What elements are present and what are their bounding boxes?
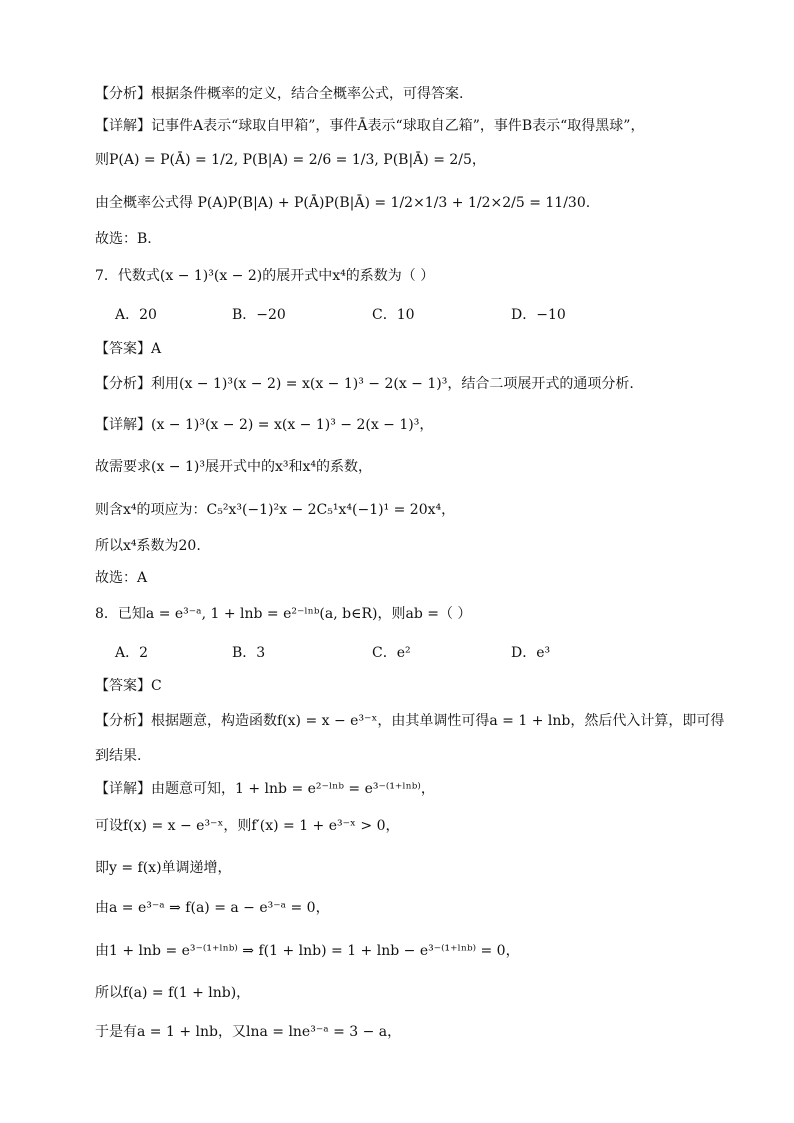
l2: 则P(A) = P(Ā) = 1/2, P(B|A) = 2/6 = 1/3, P(B|Ā) = 2/5， xyxy=(95,152,486,168)
q7-option-d: D．−10 xyxy=(511,307,566,323)
l13: 8．已知a = e³⁻ᵃ, 1 + lnb = e²⁻ˡⁿᵇ(a, b∈R)，则ab =（ ） xyxy=(95,606,472,622)
l6: 【答案】A xyxy=(95,341,162,357)
q7-option-a: A．20 xyxy=(115,307,157,323)
q7-option-b: B．−20 xyxy=(232,307,286,323)
q8-option-a: A．2 xyxy=(115,645,149,661)
l8: 【详解】(x − 1)³(x − 2) = x(x − 1)³ − 2(x − 1)³， xyxy=(95,417,434,433)
q7-option-c: C．10 xyxy=(372,307,415,323)
l20: 由a = e³⁻ᵃ ⇒ f(a) = a − e³⁻ᵃ = 0， xyxy=(95,900,330,916)
l4: 故选：B. xyxy=(95,231,152,247)
l22: 所以f(a) = f(1 + lnb)， xyxy=(95,985,251,1001)
l16: 到结果. xyxy=(95,748,142,764)
l21: 由1 + lnb = e³⁻⁽¹⁺ˡⁿᵇ⁾ ⇒ f(1 + lnb) = 1 + lnb − e³⁻⁽¹⁺ˡⁿᵇ⁾ = 0， xyxy=(95,943,520,959)
l11: 所以x⁴系数为20. xyxy=(95,538,201,554)
l19: 即y = f(x)单调递增， xyxy=(95,860,232,876)
l5: 7．代数式(x − 1)³(x − 2)的展开式中x⁴的系数为（ ） xyxy=(95,268,435,284)
l1: 【详解】记事件A表示“球取自甲箱”，事件Ā表示“球取自乙箱”，事件B表示“取得黑球”， xyxy=(95,118,645,134)
l10: 则含x⁴的项应为：C₅²x³(−1)²x − 2C₅¹x⁴(−1)¹ = 20x⁴， xyxy=(95,502,456,518)
q8-option-b: B．3 xyxy=(232,645,266,661)
l3: 由全概率公式得 P(A)P(B|A) + P(Ā)P(B|Ā) = 1/2×1/3 + 1/2×2/5 = 11/30. xyxy=(95,195,591,211)
q8-option-c: C．e² xyxy=(372,645,411,661)
l17: 【详解】由题意可知，1 + lnb = e²⁻ˡⁿᵇ = e³⁻⁽¹⁺ˡⁿᵇ⁾， xyxy=(95,781,435,797)
l0: 【分析】根据条件概率的定义，结合全概率公式，可得答案. xyxy=(95,86,464,102)
l18: 可设f(x) = x − e³⁻ˣ，则f′(x) = 1 + e³⁻ˣ > 0， xyxy=(95,818,400,834)
l12: 故选：A xyxy=(95,570,148,586)
l15: 【分析】根据题意，构造函数f(x) = x − e³⁻ˣ，由其单调性可得a = 1 + lnb，然后代入计算，即可得 xyxy=(95,713,725,729)
l9: 故需要求(x − 1)³展开式中的x³和x⁴的系数， xyxy=(95,459,372,475)
q8-option-d: D．e³ xyxy=(511,645,551,661)
l14: 【答案】C xyxy=(95,678,162,694)
l7: 【分析】利用(x − 1)³(x − 2) = x(x − 1)³ − 2(x − 1)³，结合二项展开式的通项分析. xyxy=(95,376,634,392)
l23: 于是有a = 1 + lnb，又lna = lne³⁻ᵃ = 3 − a， xyxy=(95,1024,402,1040)
